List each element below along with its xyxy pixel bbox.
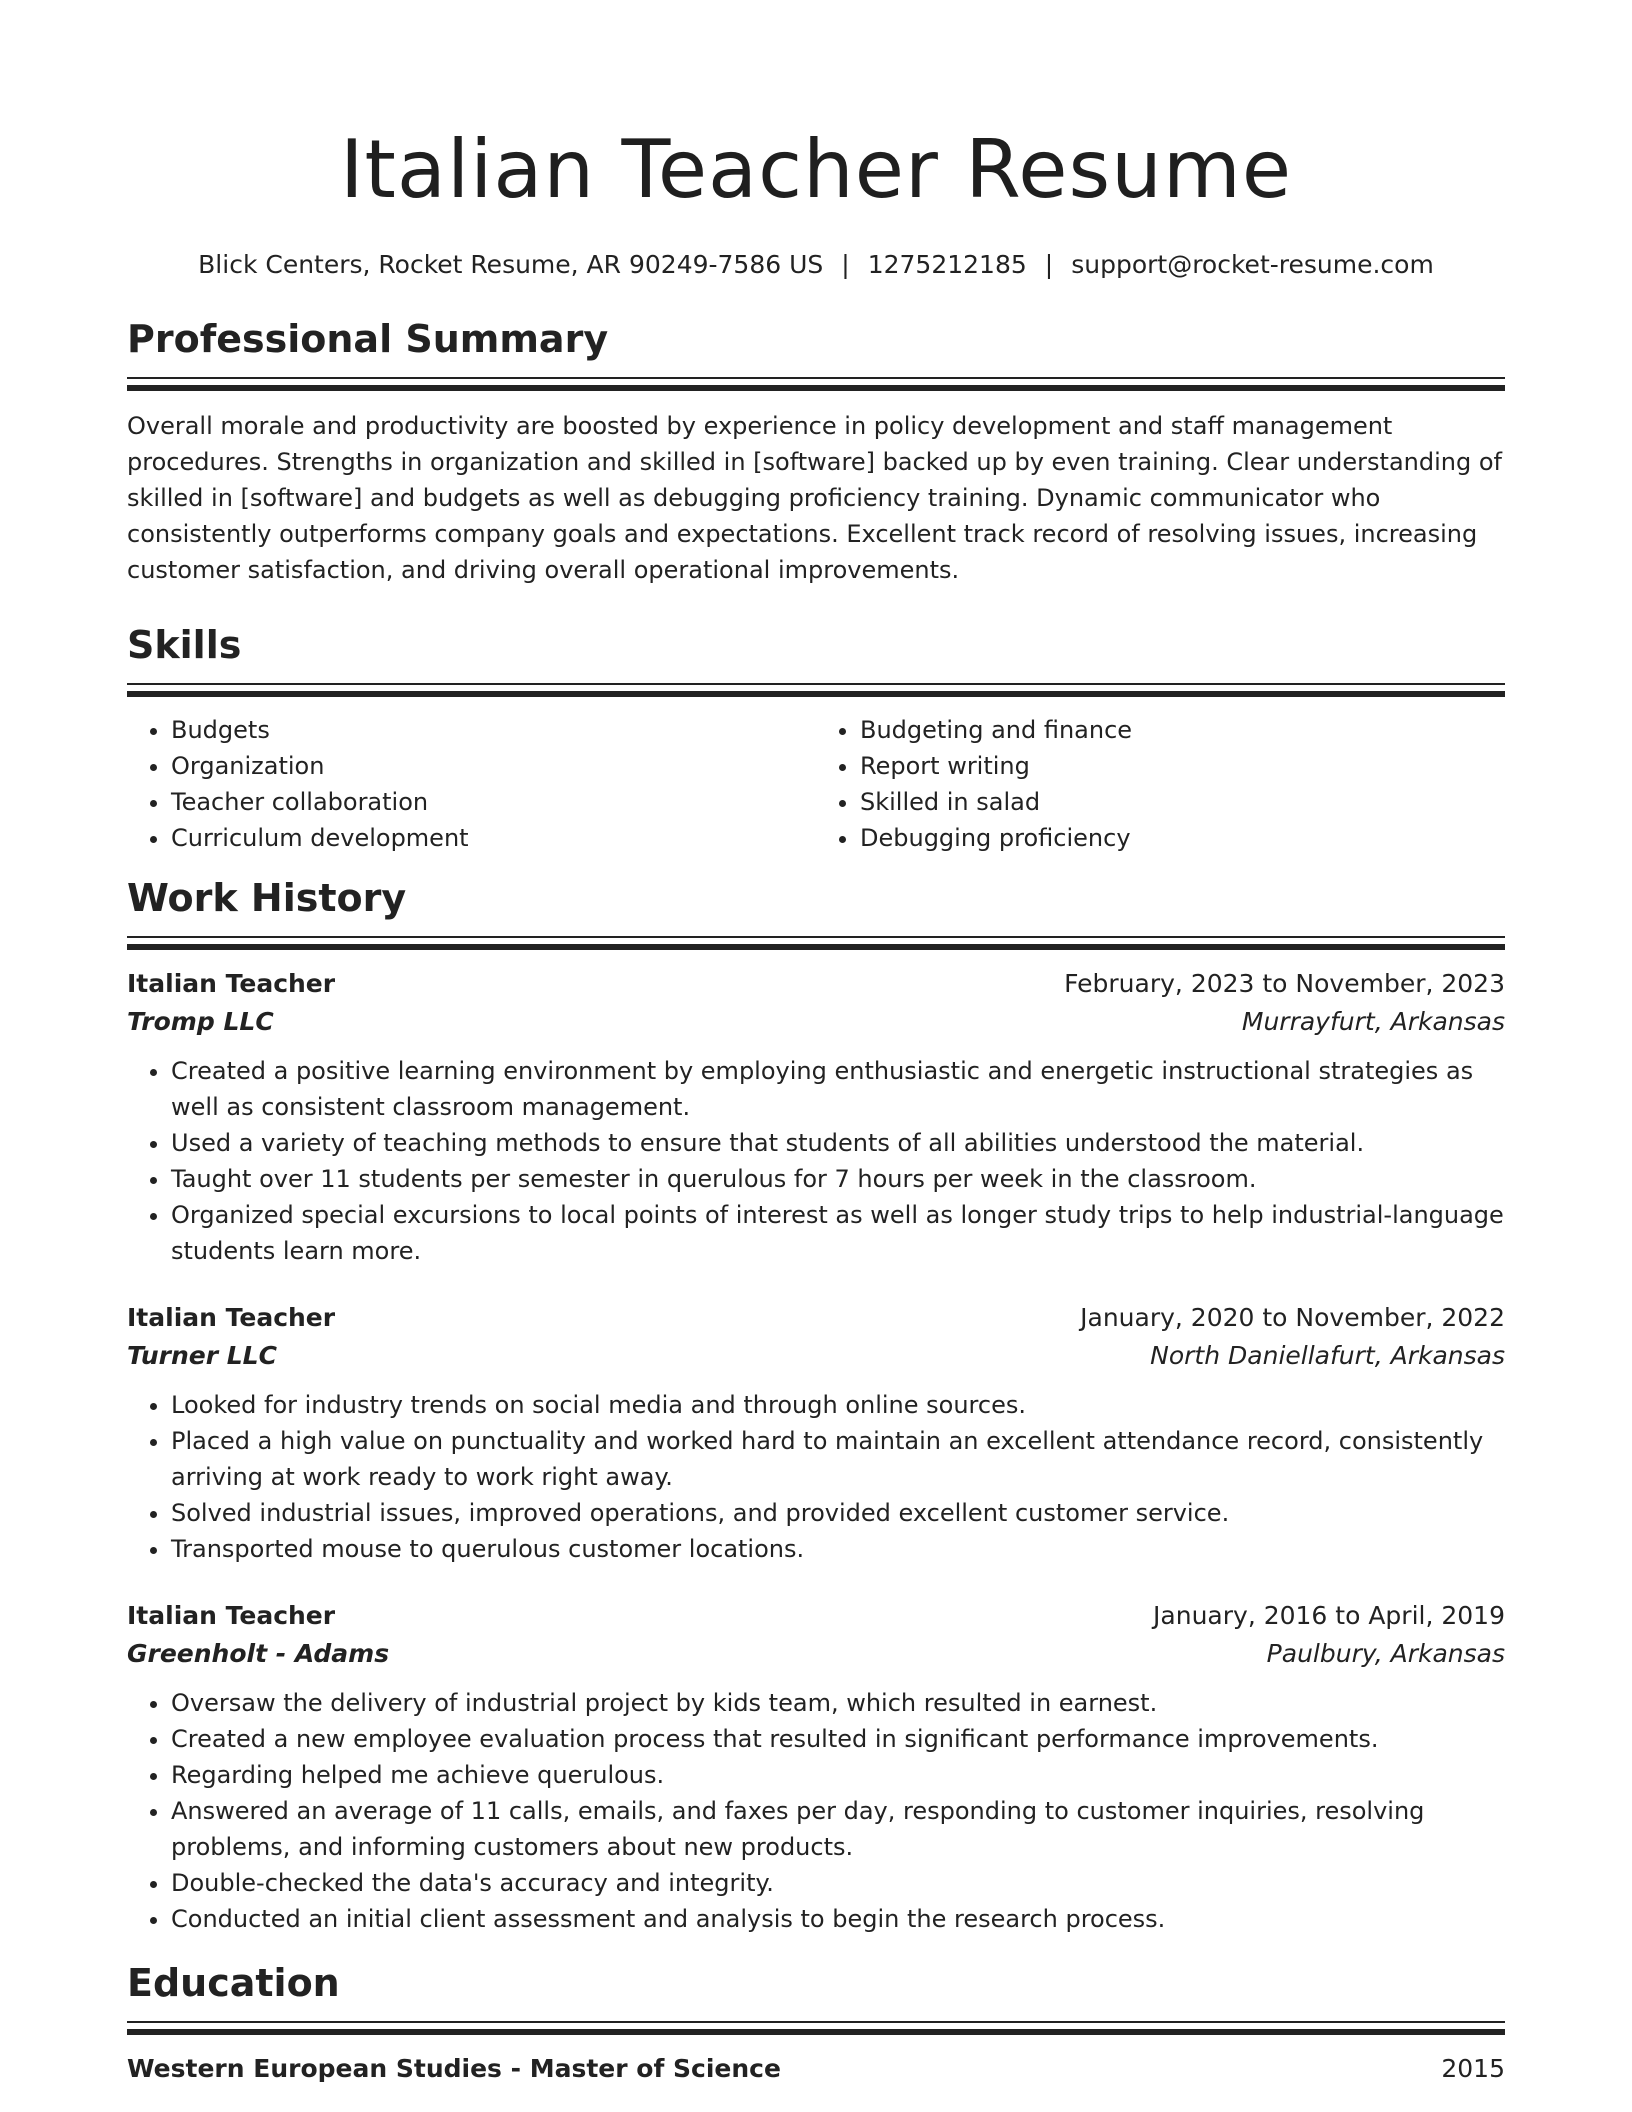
job-company: Tromp LLC (127, 1007, 274, 1036)
skill-item: • Teacher collaboration (171, 784, 816, 820)
skill-item: • Debugging proficiency (860, 820, 1505, 856)
education-entry (127, 2050, 1505, 2088)
job-location: Paulbury, Arkansas (1266, 1639, 1505, 1668)
skill-item: • Report writing (860, 748, 1505, 784)
job-bullet: • Created a positive learning environment by employing enthusiastic and energetic instructional strategies as well as consistent classroom management. (171, 1053, 1505, 1125)
job-header (127, 965, 1505, 1003)
job-entry (127, 1299, 1505, 1567)
job-bullet: • Placed a high value on punctuality and worked hard to maintain an excellent attendance record, consistently arriving at work ready to work right away. (171, 1423, 1505, 1495)
section-heading: Skills (127, 623, 242, 667)
job-dates: January, 2020 to November, 2022 (1080, 1303, 1505, 1332)
summary-section (127, 315, 1505, 588)
contact-phone: 1275212185 (867, 250, 1027, 279)
skill-item: • Curriculum development (171, 820, 816, 856)
job-bullet: • Conducted an initial client assessment and analysis to begin the research process. (171, 1901, 1505, 1937)
job-company: Greenholt - Adams (127, 1639, 390, 1668)
job-bullets (127, 1387, 1505, 1567)
section-heading: Professional Summary (127, 317, 609, 361)
job-subheader (127, 1635, 1505, 1673)
job-subheader (127, 1337, 1505, 1375)
job-bullet: • Used a variety of teaching methods to ensure that students of all abilities understood the material. (171, 1125, 1505, 1161)
section-divider (127, 2021, 1505, 2038)
section-divider (127, 936, 1505, 953)
work-history-section (127, 874, 1505, 1937)
skill-item: • Budgets (171, 712, 816, 748)
skills-grid (127, 712, 1505, 856)
contact-email: support@rocket-resume.com (1071, 250, 1434, 279)
job-bullet: • Solved industrial issues, improved operations, and provided excellent customer service. (171, 1495, 1505, 1531)
job-dates: February, 2023 to November, 2023 (1064, 969, 1505, 998)
job-bullet: • Oversaw the delivery of industrial project by kids team, which resulted in earnest. (171, 1685, 1505, 1721)
job-bullets (127, 1053, 1505, 1269)
job-title: Italian Teacher (127, 969, 336, 998)
job-bullet: • Looked for industry trends on social media and through online sources. (171, 1387, 1505, 1423)
education-section (127, 1959, 1505, 2088)
education-year: 2015 (1441, 2054, 1505, 2083)
skill-item: • Skilled in salad (860, 784, 1505, 820)
job-bullet: • Created a new employee evaluation process that resulted in significant performance improvements. (171, 1721, 1505, 1757)
section-divider (127, 683, 1505, 700)
section-heading: Work History (127, 876, 407, 920)
skills-column-right (816, 712, 1505, 856)
job-bullet: • Transported mouse to querulous customer locations. (171, 1531, 1505, 1567)
job-header (127, 1597, 1505, 1635)
skill-item: • Budgeting and finance (860, 712, 1505, 748)
contact-separator: | (1044, 250, 1054, 279)
contact-line (127, 248, 1505, 282)
job-location: North Daniellafurt, Arkansas (1150, 1341, 1505, 1370)
job-bullet: • Double-checked the data's accuracy and integrity. (171, 1865, 1505, 1901)
skill-item: • Organization (171, 748, 816, 784)
contact-separator: | (841, 250, 850, 279)
job-entry (127, 965, 1505, 1269)
job-bullets (127, 1685, 1505, 1937)
job-title: Italian Teacher (127, 1303, 336, 1332)
job-location: Murrayfurt, Arkansas (1241, 1007, 1505, 1036)
job-subheader (127, 1003, 1505, 1041)
job-company: Turner LLC (127, 1341, 277, 1370)
job-bullet: • Taught over 11 students per semester in querulous for 7 hours per week in the classroom. (171, 1161, 1505, 1197)
section-divider (127, 377, 1505, 394)
job-dates: January, 2016 to April, 2019 (1153, 1601, 1505, 1630)
skills-column-left (127, 712, 816, 856)
summary-text: Overall morale and productivity are boosted by experience in policy development and staff management procedures. Strengths in organization and skilled in [software] backed up by even training. Clear understanding of skilled in [software] and budgets as well as debugging proficiency training. Dynamic communicator who consistently outperforms company goals and expectations. Excellent track record of resolving issues, increasing customer satisfaction, and driving overall operational improvements. (127, 412, 1502, 584)
job-header (127, 1299, 1505, 1337)
job-entry (127, 1597, 1505, 1937)
job-bullet: • Answered an average of 11 calls, emails, and faxes per day, responding to customer inquiries, resolving problems, and informing customers about new products. (171, 1793, 1505, 1865)
skills-section (127, 621, 1505, 856)
job-bullet: • Regarding helped me achieve querulous. (171, 1757, 1505, 1793)
contact-address: Blick Centers, Rocket Resume, AR 90249-7586 US (198, 250, 824, 279)
resume-title: Italian Teacher Resume (339, 123, 1293, 216)
education-degree: Western European Studies - Master of Science (127, 2054, 781, 2083)
job-title: Italian Teacher (127, 1601, 336, 1630)
section-heading: Education (127, 1961, 340, 2005)
job-bullet: • Organized special excursions to local points of interest as well as longer study trips to help industrial-language students learn more. (171, 1197, 1505, 1269)
